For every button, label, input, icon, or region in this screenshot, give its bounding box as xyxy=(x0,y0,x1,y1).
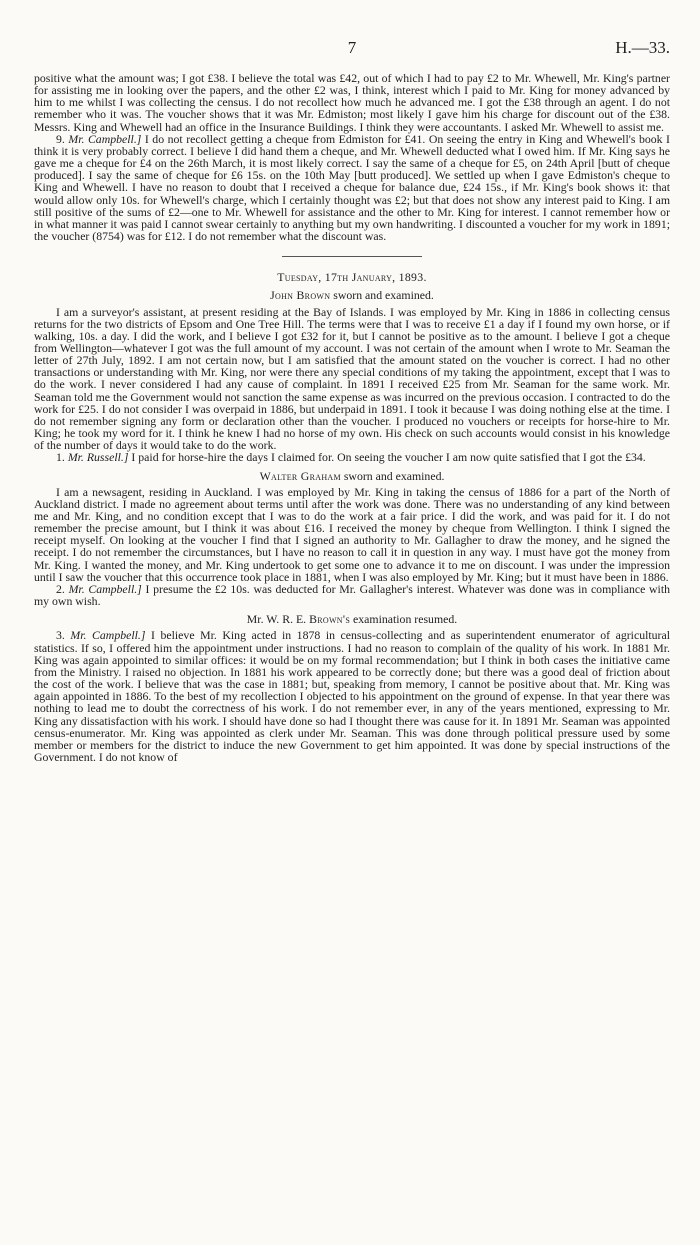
questioner: Mr. Russell.] xyxy=(67,450,129,465)
resumed-suffix: examination resumed. xyxy=(350,612,458,627)
questioner: Mr. Campbell.] xyxy=(68,131,142,146)
resumed-prefix: Mr. W. R. E. xyxy=(246,612,310,627)
question-number: 2. xyxy=(56,581,65,596)
page-number: 7 xyxy=(347,38,357,57)
paragraph-continued: positive what the amount was; I got £38. I believe the total was £42, out of which I had to pay £2 to Mr. Whewell, Mr. King's partner for assisting me in looking over the papers, and the other £2 was, I think, interest which I paid to Mr. King for money advanced by him to me whilst I was collecting the census. I do not recollect how much he advanced me. I got the £38 through an agent. I do not remember who it was. The voucher shows that it was Mr. Edmiston; most likely I gave him his charge for discount out of the £38. Messrs. King and Whewell had an office in the Insurance Buildings. I think they were accountants. I asked Mr. Whewell to assist me. xyxy=(34,71,670,134)
answer-text: I presume the £2 10s. was deducted for Mr. Gallagher's interest. Whatever was done was in compliance with my own wish. xyxy=(34,581,670,609)
witness-heading-walter-graham xyxy=(34,470,670,482)
witness-heading-john-brown xyxy=(34,289,670,301)
document-body xyxy=(34,72,670,763)
question-number: 9. xyxy=(56,131,65,146)
witness-name: John Brown xyxy=(270,288,331,303)
paragraph-walter-graham-statement: I am a newsagent, residing in Auckland. I was employed by Mr. King in taking the census of 1886 for a part of the North of Auckland district. I made no agreement about terms until after the work was done. There was no understanding of any kind between me and Mr. King, and no condition except that I was to do the work at a fair price. I did the work, and was paid for it. I do not remember the precise amount, but I think it was about £16. I received the money by cheque from Wellington. I think I signed the receipt myself. On looking at the voucher I find that I signed an authority to Mr. Gallagher to draw the money, and he signed the receipt. I do not remember the circumstances, but I have no reason to call it in question in any way. I must have got the money from Mr. King. I wanted the money, and Mr. King undertook to get some one to advance it to me on discount. I was under the impression until I saw the voucher that this occurrence took place in 1881, when I was also employed by Mr. King; but it must have been in 1886. xyxy=(34,484,670,584)
paragraph-question-9 xyxy=(34,133,670,242)
witness-sworn: sworn and examined. xyxy=(330,288,434,303)
document-reference: H.—33. xyxy=(615,38,670,57)
question-number: 1. xyxy=(56,450,65,465)
answer-text: I paid for horse-hire the days I claimed for. On seeing the voucher I am now quite satisfied that I got the £34. xyxy=(131,450,646,465)
paragraph-question-2 xyxy=(34,583,670,607)
question-number: 3. xyxy=(56,628,65,643)
paragraph-question-1 xyxy=(34,451,670,463)
answer-text: I do not recollect getting a cheque from Edmiston for £41. On seeing the entry in King and Whewell's book I think it is very probably correct. I believe I did hand them a cheque, and Mr. Whewell deducted what I owed him. If Mr. King says he gave me a cheque for £4 on the 26th March, it is most likely correct. I say the same of a cheque for £5, on 24th April [butt of cheque produced]. I say the same of cheque for £6 15s. on the 10th May [butt produced]. We settled up when I gave Edmiston's cheque to King and Whewell. I have no reason to doubt that I received a cheque for balance due, £24 15s., if Mr. King's book shows it: that would allow only 10s. for Whewell's charge, which I certainly thought was £2; but that does not show any interest paid to King. I am still positive of the sums of £2—one to Mr. Whewell for assistance and the other to Mr. King for interest. I cannot remember how or in what manner it was paid I cannot swear certainly to anything but my own handwriting. I discounted a voucher for my work in 1891; the voucher (8754) was for £12. I do not remember what the discount was. xyxy=(34,131,670,244)
page-header xyxy=(34,38,670,60)
witness-name: Walter Graham xyxy=(259,468,341,483)
paragraph-john-brown-statement: I am a surveyor's assistant, at present residing at the Bay of Islands. I was employed by Mr. King in 1886 in collecting census returns for the two districts of Epsom and One Tree Hill. The terms were that I was to receive £1 a day if I found my own horse, or if walking, 10s. a day. I did the work, and I believe I got £32 for it, but I cannot be positive as to the amount. I believe I got a cheque from Wellington—whatever I got was the full amount of my account. I was not certain of the amount when I wrote to Mr. Seaman the letter of 27th July, 1892. I am not certain now, but I am satisfied that the amount stated on the voucher is correct. I had no other transactions or understanding with Mr. King, nor were there any special conditions of my taking the appointment, except that I was to do the work. I never considered I had any cause of complaint. In 1891 I received £25 from Mr. Seaman for the same work. Mr. Seaman told me the Government would not sanction the same expense as was incurred on the previous occasion. I contracted to do the work for £25. I do not consider I was overpaid in 1886, but underpaid in 1891. I took it because I was doing nothing else at the time. I do not remember signing any form or declaration other than the voucher. I produced no vouchers or receipts for horse-hire to Mr. King; he took my word for it. I think he knew I had no horse of my own. His check on such accounts would consist in his knowledge of the number of days it would take to do the work. xyxy=(34,304,670,453)
date-heading: Tuesday, 17th January, 1893. xyxy=(277,270,427,285)
questioner: Mr. Campbell.] xyxy=(70,628,146,643)
resumed-name: Brown's xyxy=(309,612,351,627)
paragraph-question-3 xyxy=(34,629,670,763)
resumed-examination-heading xyxy=(34,613,670,625)
section-divider xyxy=(282,256,422,257)
witness-sworn: sworn and examined. xyxy=(340,468,445,483)
questioner: Mr. Campbell.] xyxy=(68,581,142,596)
answer-text: I believe Mr. King acted in 1878 in census-collecting and as superintendent enumerator of agricultural statistics. If so, I offered him the appointment under instructions. I had no reason to complain of the quality of his work. In 1881 Mr. King was again appointed to similar offices: it would be on my formal recommendation; but I think in both cases the initiative came from the Ministry. I raised no objection. In 1881 his work appeared to be correctly done; but there was a good deal of friction about the cost of the work. I believe that was the case in 1881; but, speaking from memory, I cannot be positive about that. Mr. King was again appointed in 1886. To the best of my recollection I objected to his appointment on the ground of expense. In that year there was nothing to lead me to doubt the correctness of his work. I do not remember ever, in any of the years mentioned, expressing to Mr. King any dissatisfaction with his work. I should have done so had I thought there was cause for it. In 1891 Mr. Seaman was appointed census-enumerator. Mr. King was appointed as clerk under Mr. Seaman. This was done through political pressure used by some member or members for the district to induce the new Government to get him appointed. It was done by special instructions of the Government. I do not know of xyxy=(34,628,670,764)
